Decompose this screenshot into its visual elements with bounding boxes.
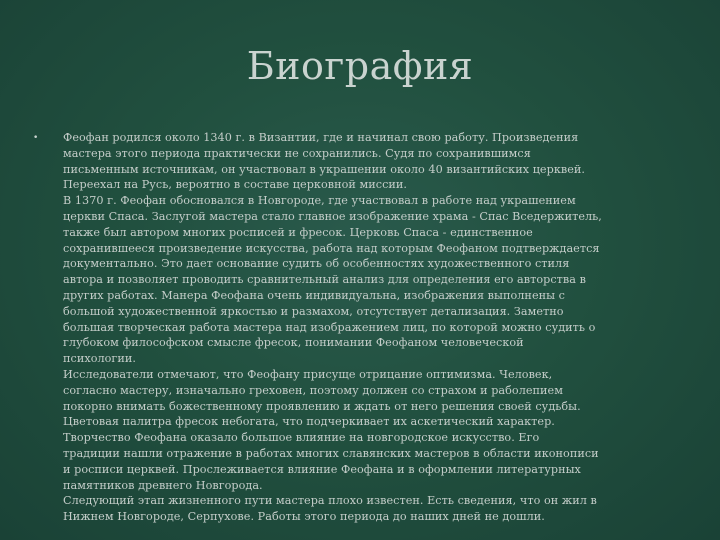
text-line: также был автором многих росписей и фресок. Церковь Спаса - единственное: [63, 225, 533, 239]
text-line: большая творческая работа мастера над изображением лиц, по которой можно судить о: [63, 320, 596, 334]
text-line: согласно мастеру, изначально греховен, поэтому должен со страхом и раболепием: [63, 383, 563, 397]
text-line: церкви Спаса. Заслугой мастера стало главное изображение храма - Спас Вседержитель,: [63, 209, 602, 223]
text-line: покорно внимать божественному проявлению и ждать от него решения своей судьбы.: [63, 399, 581, 413]
text-line: автора и позволяет проводить сравнительный анализ для определения его авторства в: [63, 273, 586, 287]
text-line: сохранившееся произведение искусства, работа над которым Феофаном подтверждается: [63, 241, 600, 255]
text-line: глубоком философском смысле фресок, понимании Феофаном человеческой: [63, 336, 524, 350]
text-line: мастера этого периода практически не сохранились. Судя по сохранившимся: [63, 146, 531, 160]
text-line: документально. Это дает основание судить об особенностях художественного стиля: [63, 257, 570, 271]
text-line: Феофан родился около 1340 г. в Византии, где и начинал свою работу. Произведения: [63, 131, 579, 144]
text-line: и росписи церквей. Прослеживается влияние Феофана и в оформлении литературных: [63, 462, 581, 476]
text-line: других работах. Манера Феофана очень индивидуальна, изображения выполнены с: [63, 288, 565, 302]
text-line: письменным источникам, он участвовал в украшении около 40 византийских церквей.: [63, 162, 585, 176]
text-line: Исследователи отмечают, что Феофану присуще отрицание оптимизма. Человек,: [63, 367, 553, 381]
text-line: большой художественной яркостью и размахом, отсутствует детализация. Заметно: [63, 304, 564, 318]
text-line: Следующий этап жизненного пути мастера плохо известен. Есть сведения, что он жил в: [63, 494, 597, 508]
text-line: памятников древнего Новгорода.: [63, 478, 263, 492]
bullet-marker: •: [33, 133, 39, 143]
text-line: традиции нашли отражение в работах многих славянских мастеров в области иконописи: [63, 446, 599, 460]
biography-text: [63, 130, 663, 525]
slide-title: Биография: [246, 44, 474, 88]
text-line: Цветовая палитра фресок небогата, что подчеркивает их аскетический характер.: [63, 415, 555, 429]
text-line: психологии.: [63, 352, 136, 366]
text-line: Нижнем Новгороде, Серпухове. Работы этого периода до наших дней не дошли.: [63, 510, 545, 524]
text-line: В 1370 г. Феофан обосновался в Новгороде, где участвовал в работе над украшением: [63, 194, 576, 208]
text-line: Творчество Феофана оказало большое влияние на новгородское искусство. Его: [63, 431, 540, 445]
text-line: Переехал на Русь, вероятно в составе церковной миссии.: [63, 178, 408, 192]
